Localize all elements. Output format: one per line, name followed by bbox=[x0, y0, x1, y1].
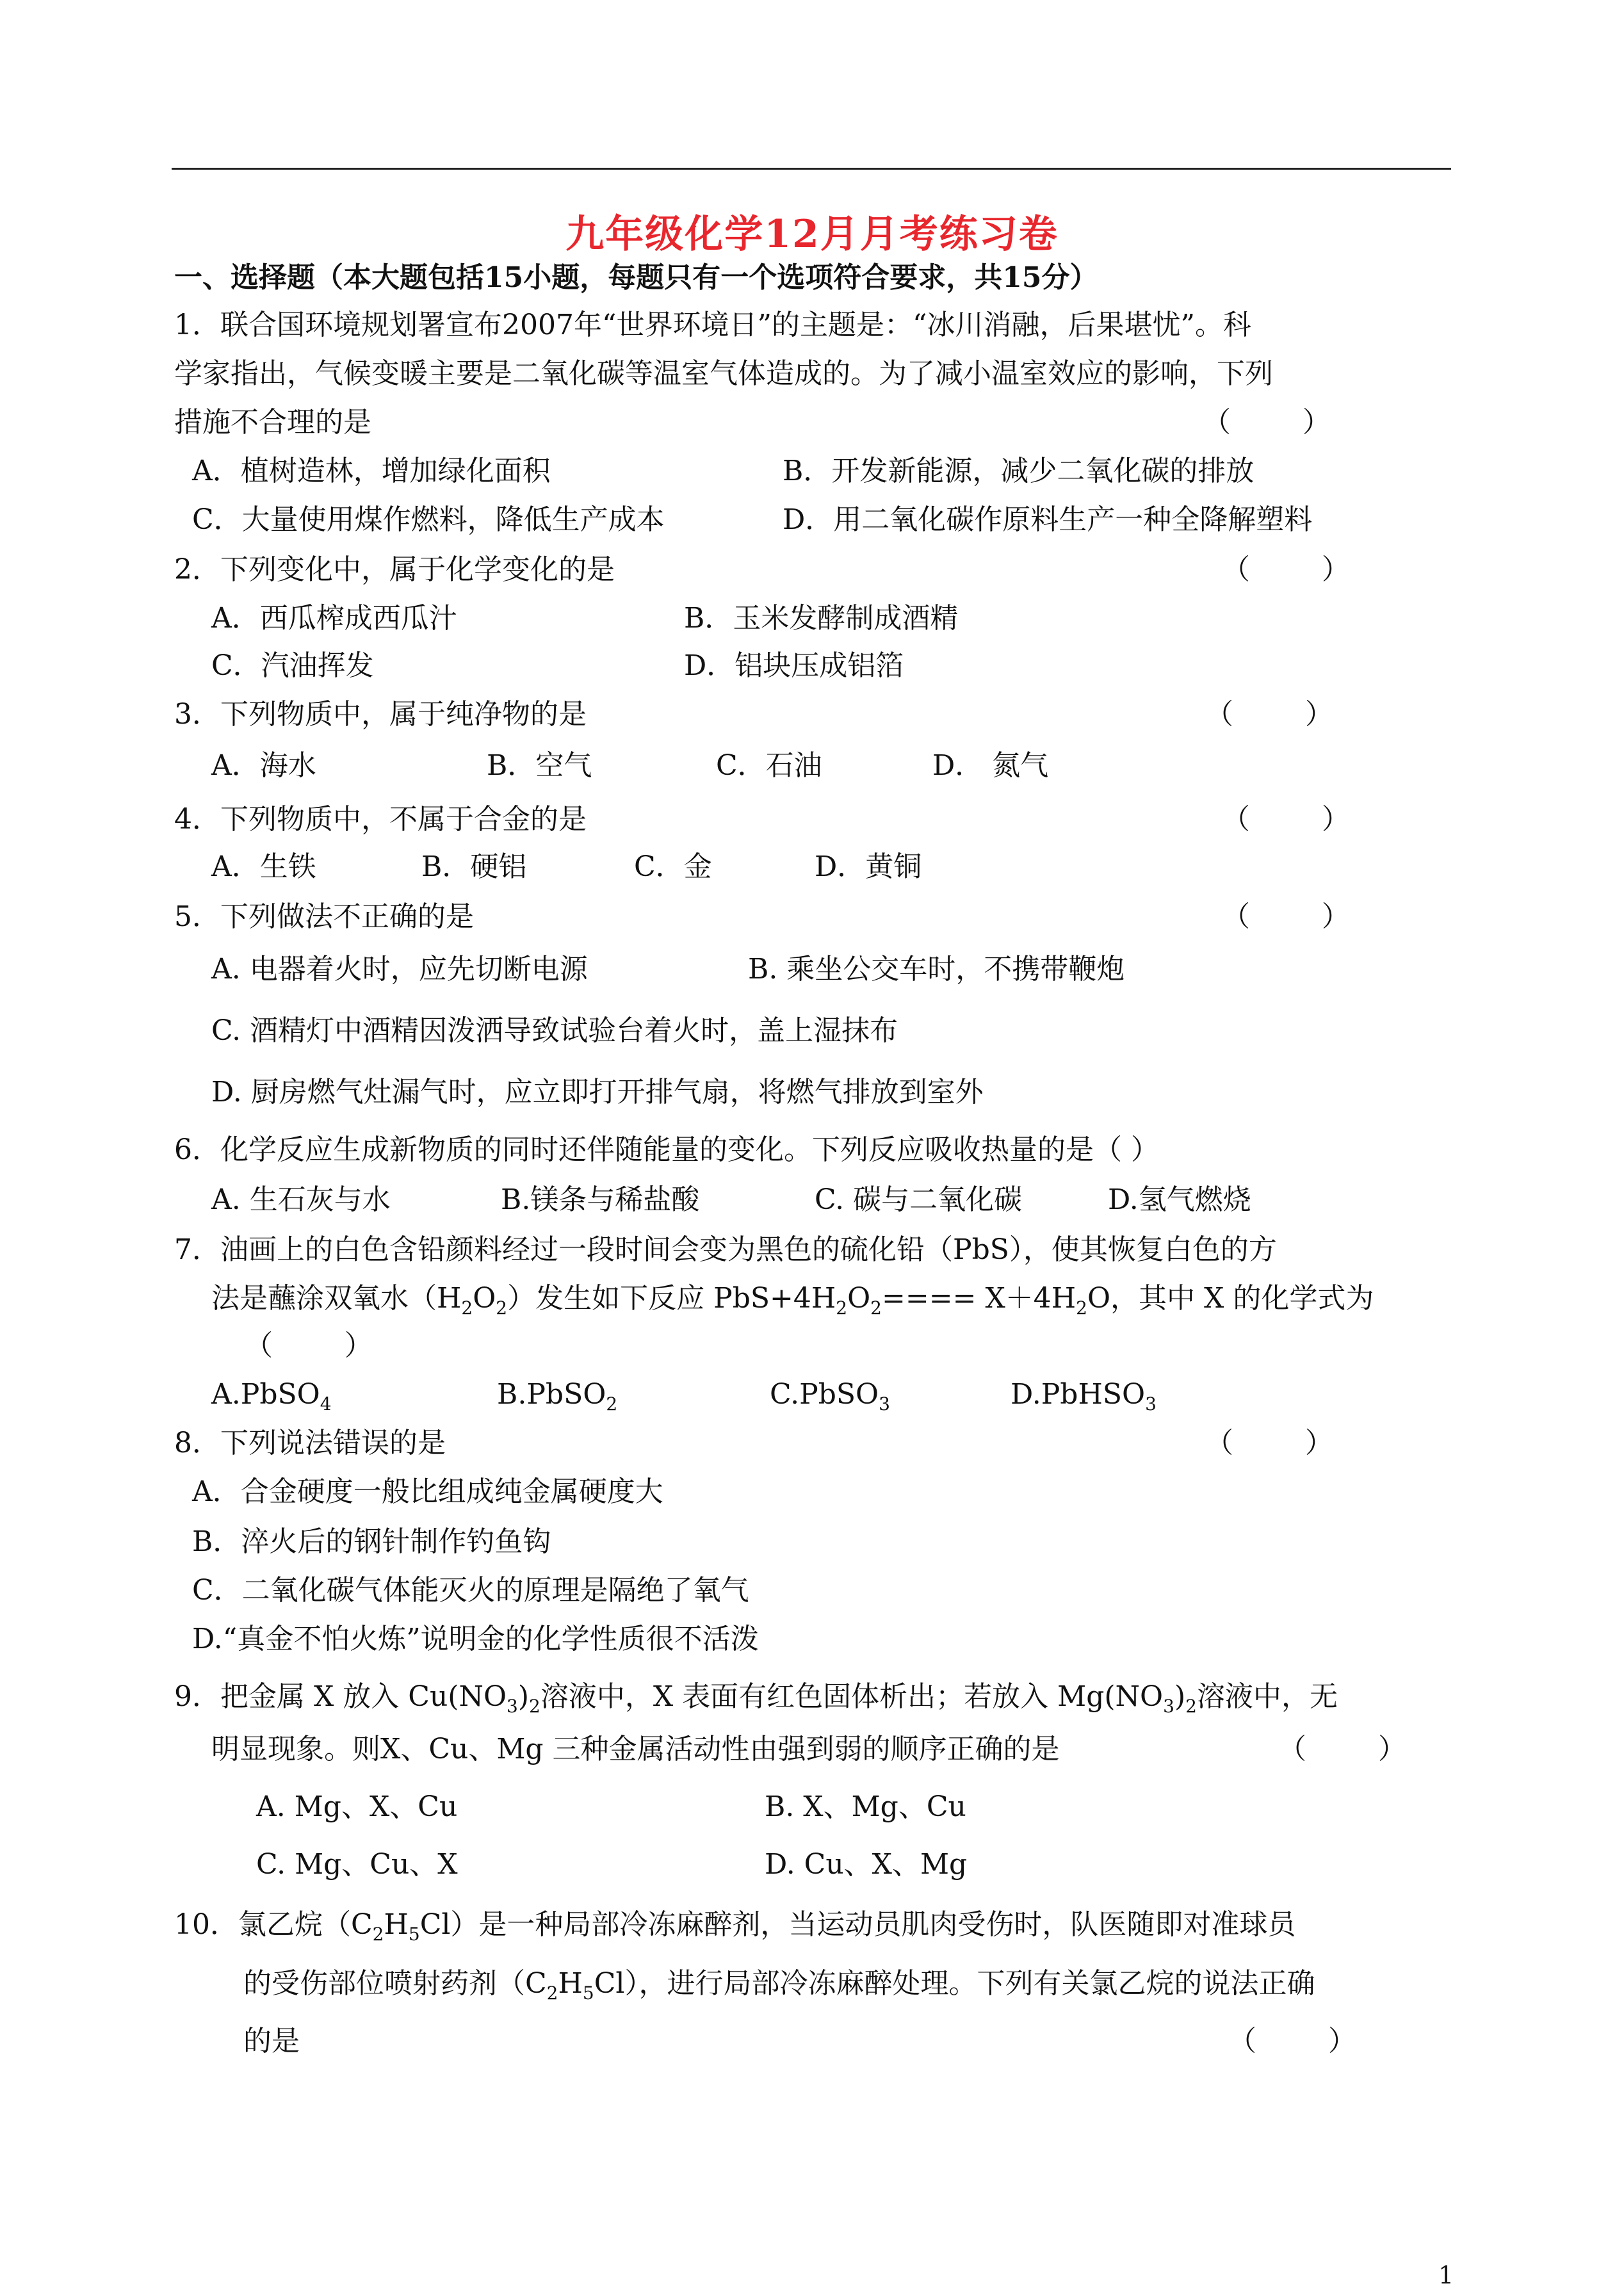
q6-option-c: C. 碳与二氧化碳 bbox=[815, 1183, 1023, 1216]
page-title: 九年级化学12月月考练习卷 bbox=[565, 212, 1059, 257]
q1-option-d: D．用二氧化碳作原料生产一种全降解塑料 bbox=[783, 503, 1313, 536]
q5-stem: 5．下列做法不正确的是 bbox=[174, 900, 474, 933]
q3-option-b: B．空气 bbox=[487, 749, 592, 782]
q4-stem: 4．下列物质中，不属于合金的是 bbox=[174, 803, 587, 836]
q3-answer-paren: （ ） bbox=[1205, 698, 1333, 731]
q5-answer-paren: （ ） bbox=[1222, 900, 1350, 933]
q10-line2: 的受伤部位喷射药剂$(C_2H_5Cl)$，进行局部冷冻麻醉处理。下列有关氯乙烷的说法正确 bbox=[243, 1967, 1315, 2004]
q1-line3: 措施不合理的是 bbox=[174, 406, 371, 439]
q2-option-b: B．玉米发酵制成酒精 bbox=[684, 602, 959, 635]
q7-option-a: A.PbSO$_4$ bbox=[211, 1378, 332, 1415]
q5-option-d: D. 厨房燃气灶漏气时，应立即打开排气扇，将燃气排放到室外 bbox=[211, 1076, 984, 1108]
section-heading: 一、选择题（本大题包括15小题，每题只有一个选项符合要求，共15分） bbox=[174, 261, 1098, 294]
q1-line2: 学家指出，气候变暖主要是二氧化碳等温室气体造成的。为了减小温室效应的影响，下列 bbox=[174, 357, 1273, 390]
page-number: 1 bbox=[1438, 2261, 1454, 2289]
q1-option-a: A．植树造林，增加绿化面积 bbox=[192, 455, 551, 487]
q9-option-b: B. X、Mg、Cu bbox=[765, 1790, 966, 1823]
q2-option-c: C．汽油挥发 bbox=[211, 649, 374, 682]
q4-option-c: C．金 bbox=[634, 850, 712, 883]
q9-option-c: C. Mg、Cu、X bbox=[256, 1848, 458, 1881]
q5-option-b: B. 乘坐公交车时，不携带鞭炮 bbox=[748, 953, 1125, 985]
q9-line1: 9．把金属 X 放入 $Cu(NO_3)_2$溶液中，X 表面有红色固体析出；若放入 $Mg(NO_3)_2$溶液中，无 bbox=[174, 1680, 1338, 1717]
q9-option-d: D. Cu、X、Mg bbox=[765, 1848, 968, 1881]
q2-stem: 2．下列变化中，属于化学变化的是 bbox=[174, 553, 615, 586]
q6-option-a: A. 生石灰与水 bbox=[211, 1183, 391, 1216]
q1-option-b: B．开发新能源，减少二氧化碳的排放 bbox=[783, 455, 1255, 487]
q5-option-a: A. 电器着火时，应先切断电源 bbox=[211, 953, 588, 985]
q10-answer-paren: （ ） bbox=[1228, 2025, 1356, 2057]
q1-option-c: C．大量使用煤作燃料，降低生产成本 bbox=[192, 503, 665, 536]
q7-answer-paren: （ ） bbox=[245, 1329, 373, 1362]
q3-option-a: A．海水 bbox=[211, 749, 316, 782]
q6-option-b: B.镁条与稀盐酸 bbox=[501, 1183, 700, 1216]
q8-option-a: A．合金硬度一般比组成纯金属硬度大 bbox=[192, 1475, 663, 1508]
q3-stem: 3．下列物质中，属于纯净物的是 bbox=[174, 698, 587, 731]
q8-answer-paren: （ ） bbox=[1205, 1427, 1333, 1459]
q3-option-c: C．石油 bbox=[716, 749, 822, 782]
q9-option-a: A. Mg、X、Cu bbox=[256, 1790, 458, 1823]
q4-answer-paren: （ ） bbox=[1222, 803, 1350, 836]
q6-option-d: D.氢气燃烧 bbox=[1108, 1183, 1251, 1216]
q3-option-d: D． 氮气 bbox=[932, 749, 1049, 782]
q7-line2: 法是蘸涂双氧水$(H_2O_2)$发生如下反应 $PbS+4H_2O_2==== X+4H_2O$，其中 X 的化学式为 bbox=[211, 1282, 1374, 1318]
q4-option-b: B．硬铝 bbox=[421, 850, 527, 883]
q1-line1: 1．联合国环境规划署宣布2007年“世界环境日”的主题是：“冰川消融，后果堪忧”。科 bbox=[174, 309, 1251, 341]
q9-line2: 明显现象。则X、Cu、Mg 三种金属活动性由强到弱的顺序正确的是 bbox=[211, 1733, 1060, 1765]
q8-stem: 8．下列说法错误的是 bbox=[174, 1427, 446, 1459]
header-rule bbox=[172, 168, 1451, 170]
q7-option-c: C.PbSO$_3$ bbox=[770, 1378, 890, 1415]
q2-option-d: D．铝块压成铝箔 bbox=[684, 649, 904, 682]
q7-option-b: B.PbSO$_2$ bbox=[497, 1378, 618, 1415]
q8-option-c: C．二氧化碳气体能灭火的原理是隔绝了氧气 bbox=[192, 1574, 749, 1607]
q9-answer-paren: （ ） bbox=[1278, 1733, 1406, 1765]
q4-option-a: A．生铁 bbox=[211, 850, 316, 883]
q1-answer-paren: （ ） bbox=[1203, 406, 1331, 439]
q4-option-d: D．黄铜 bbox=[815, 850, 922, 883]
q8-option-b: B．淬火后的钢针制作钓鱼钩 bbox=[192, 1525, 551, 1558]
q7-option-d: D.PbHSO$_3$ bbox=[1011, 1378, 1157, 1415]
q7-line1: 7．油画上的白色含铅颜料经过一段时间会变为黑色的硫化铅（PbS），使其恢复白色的方 bbox=[174, 1233, 1277, 1266]
q10-line1: 10．氯乙烷$(C_2H_5Cl)$是一种局部冷冻麻醉剂，当运动员肌肉受伤时，队医随即对准球员 bbox=[174, 1908, 1296, 1945]
q2-answer-paren: （ ） bbox=[1222, 553, 1350, 586]
q10-line3: 的是 bbox=[243, 2025, 300, 2057]
q5-option-c: C. 酒精灯中酒精因泼洒导致试验台着火时，盖上湿抹布 bbox=[211, 1014, 898, 1047]
q8-option-d: D.“真金不怕火炼”说明金的化学性质很不活泼 bbox=[192, 1623, 759, 1655]
q2-option-a: A．西瓜榨成西瓜汁 bbox=[211, 602, 457, 635]
q6-stem: 6．化学反应生成新物质的同时还伴随能量的变化。下列反应吸收热量的是（ ） bbox=[174, 1133, 1159, 1166]
